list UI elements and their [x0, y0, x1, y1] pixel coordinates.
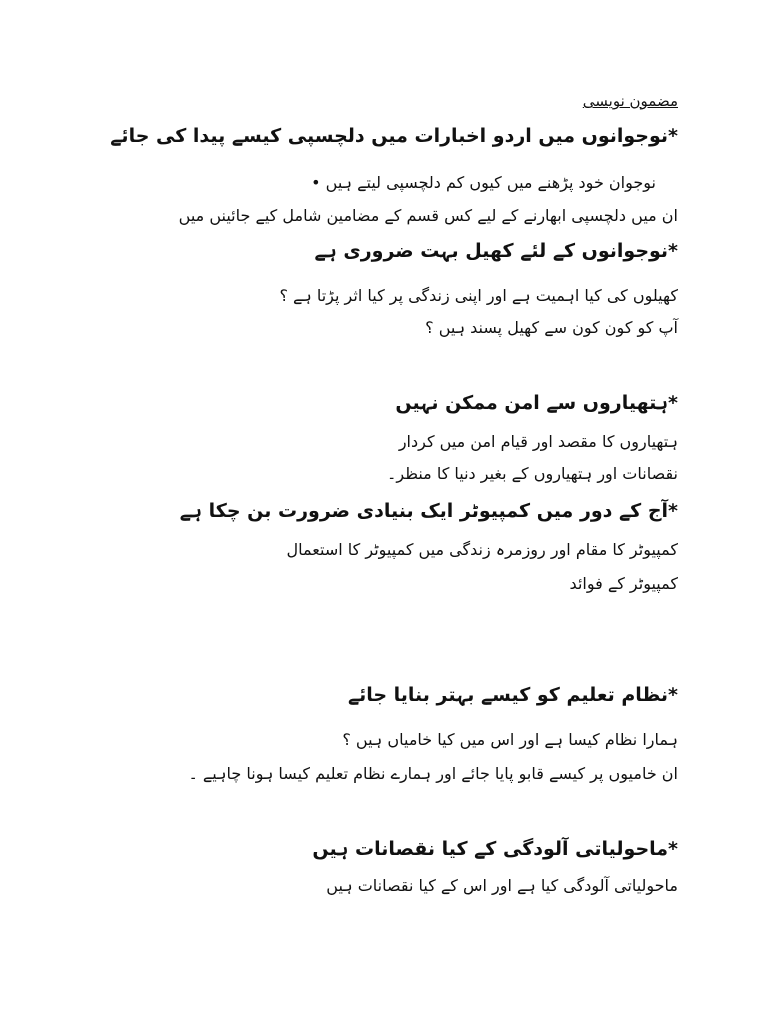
section-3-point-1: ہتھیاروں کا مقصد اور قیام امن میں کردار	[398, 432, 678, 451]
section-heading-2: *نوجوانوں کے لئے کھیل بہت ضروری ہے	[314, 240, 678, 262]
section-3-point-2: نقصانات اور ہتھیاروں کے بغیر دنیا کا منظر۔	[387, 464, 678, 483]
section-4-point-2: کمپیوٹر کے فوائد	[569, 574, 678, 593]
section-heading-6: *ماحولیاتی آلودگی کے کیا نقصانات ہیں	[312, 838, 678, 860]
section-1-point-2: ان میں دلچسپی ابھارنے کے لیے کس قسم کے مضامین شامل کیے جائینں میں	[178, 206, 678, 225]
section-5-point-1: ہمارا نظام کیسا ہے اور اس میں کیا خامیاں ہیں ؟	[342, 730, 678, 749]
section-heading-1: *نوجوانوں میں اردو اخبارات میں دلچسپی کیسے پیدا کی جائے	[110, 125, 678, 147]
section-1-point-1: نوجوان خود پڑھنے میں کیوں کم دلچسپی لیتے ہیں •	[311, 175, 656, 191]
section-heading-3: *ہتھیاروں سے امن ممکن نہیں	[395, 392, 678, 414]
section-heading-4: *آج کے دور میں کمپیوٹر ایک بنیادی ضرورت بن چکا ہے	[179, 500, 678, 522]
page-title: مضمون نویسی	[582, 92, 678, 110]
section-5-point-2: ان خامیوں پر کیسے قابو پایا جائے اور ہمارے نظام تعلیم کیسا ہونا چاہیے ۔	[188, 764, 678, 783]
section-4-point-1: کمپیوٹر کا مقام اور روزمرہ زندگی میں کمپیوٹر کا استعمال	[286, 540, 678, 559]
section-6-point-1: ماحولیاتی آلودگی کیا ہے اور اس کے کیا نقصانات ہیں	[326, 876, 678, 895]
section-2-point-1: کھیلوں کی کیا اہمیت ہے اور اپنی زندگی پر کیا اثر پڑتا ہے ؟	[279, 286, 678, 305]
section-2-point-2: آپ کو کون کون سے کھیل پسند ہیں ؟	[425, 318, 678, 337]
section-heading-5: *نظام تعلیم کو کیسے بہتر بنایا جائے	[347, 684, 678, 706]
